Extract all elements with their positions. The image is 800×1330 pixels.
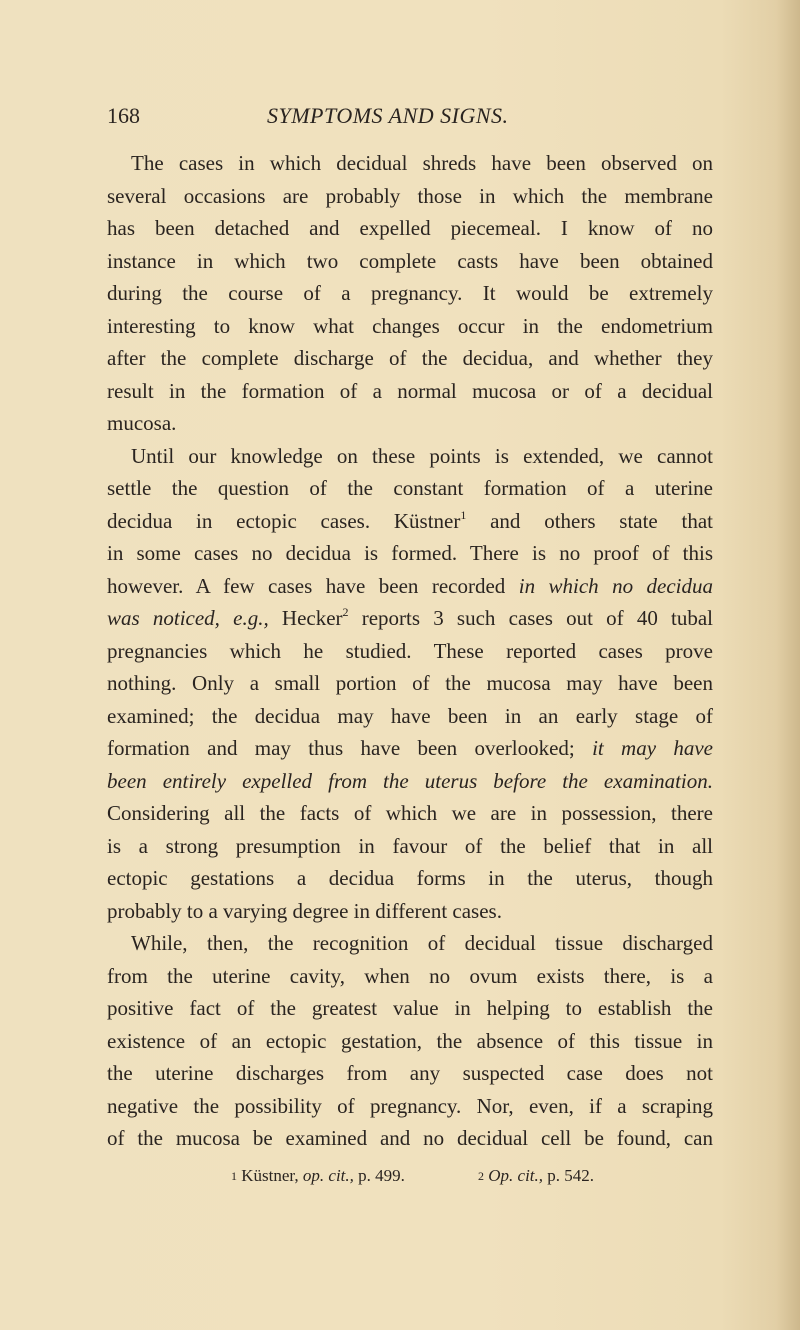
text-line: during the course of a pregnancy. It would be extremely: [107, 281, 713, 305]
footnote-page: p. 499.: [358, 1166, 405, 1185]
text-line: [107, 732, 713, 765]
text-line: [107, 765, 713, 798]
text-line: ectopic gestations a decidua forms in the uterus, though: [107, 866, 713, 890]
text-line: While, then, the recognition of decidual tissue discharged: [131, 931, 713, 955]
text-span: formation and may thus have been overlooked;: [107, 736, 575, 760]
page-number: 168: [107, 103, 140, 128]
footnote-ref-1: 1: [460, 507, 467, 522]
text-line: Until our knowledge on these points is extended, we cannot: [131, 443, 713, 468]
text-line: interesting to know what changes occur in the endometrium: [107, 313, 713, 338]
text-line: Considering all the facts of which we are in possession, there: [107, 801, 713, 825]
text-line: The cases in which decidual shreds have been observed on: [131, 151, 713, 175]
text-line: has been detached and expelled piecemeal. I know of no: [107, 216, 713, 240]
text-line: after the complete discharge of the decidua, and whether they: [107, 346, 713, 370]
text-line: several occasions are probably those in which the membrane: [107, 183, 713, 208]
body-text: [107, 147, 713, 1155]
italic-span: been entirely expelled from the uterus before the examination.: [107, 768, 713, 793]
footnote-author: Küstner,: [241, 1166, 299, 1185]
text-line: negative the possibility of pregnancy. Nor, even, if a scraping: [107, 1093, 713, 1118]
italic-span: in which no decidua: [518, 573, 713, 598]
text-line: positive fact of the greatest value in helping to establish the: [107, 996, 713, 1020]
page-header: [107, 103, 713, 133]
text-line: existence of an ectopic gestation, the absence of this tissue in: [107, 1028, 713, 1053]
text-line: [107, 570, 713, 603]
text-line: pregnancies which he studied. These reported cases prove: [107, 638, 713, 663]
footnote-mark: 1: [231, 1169, 237, 1183]
text-line: result in the formation of a normal mucosa or of a decidual: [107, 378, 713, 403]
text-line: mucosa.: [107, 411, 177, 435]
text-span: decidua in ectopic cases. Küstner: [107, 508, 461, 533]
text-line: nothing. Only a small portion of the mucosa may have been: [107, 671, 713, 695]
text-line: instance in which two complete casts have been obtained: [107, 248, 713, 273]
text-line: of the mucosa be examined and no decidual cell be found, can: [107, 1126, 713, 1150]
footnote-cite: Op. cit.,: [488, 1166, 544, 1185]
text-span: Hecker: [281, 606, 343, 630]
footnote-2: [478, 1166, 594, 1186]
text-line: in some cases no decidua is formed. There is no proof of this: [107, 541, 713, 565]
text-span: and others state that: [490, 508, 713, 533]
footnote-page: p. 542.: [547, 1166, 595, 1185]
footnote-1: [231, 1166, 405, 1186]
text-line: probably to a varying degree in different cases.: [107, 898, 502, 923]
running-title: SYMPTOMS AND SIGNS.: [267, 103, 509, 128]
text-line: is a strong presumption in favour of the belief that in all: [107, 833, 713, 858]
text-line: from the uterine cavity, when no ovum exists there, is a: [107, 963, 713, 988]
text-span: reports 3 such cases out of 40 tubal: [361, 606, 714, 630]
text-line: [107, 505, 713, 538]
text-span: however. A few cases have been recorded: [107, 573, 506, 598]
footnote-ref-2: 2: [342, 605, 349, 619]
italic-span: it may have: [592, 736, 713, 760]
italic-span: was noticed, e.g.,: [107, 606, 269, 630]
text-line: the uterine discharges from any suspected case does not: [107, 1061, 713, 1085]
footnote-mark: 2: [478, 1169, 484, 1183]
text-line: settle the question of the constant formation of a uterine: [107, 476, 713, 500]
text-line: examined; the decidua may have been in an early stage of: [107, 703, 713, 728]
footnote-cite: op. cit.,: [302, 1166, 354, 1185]
text-line: [107, 602, 713, 635]
